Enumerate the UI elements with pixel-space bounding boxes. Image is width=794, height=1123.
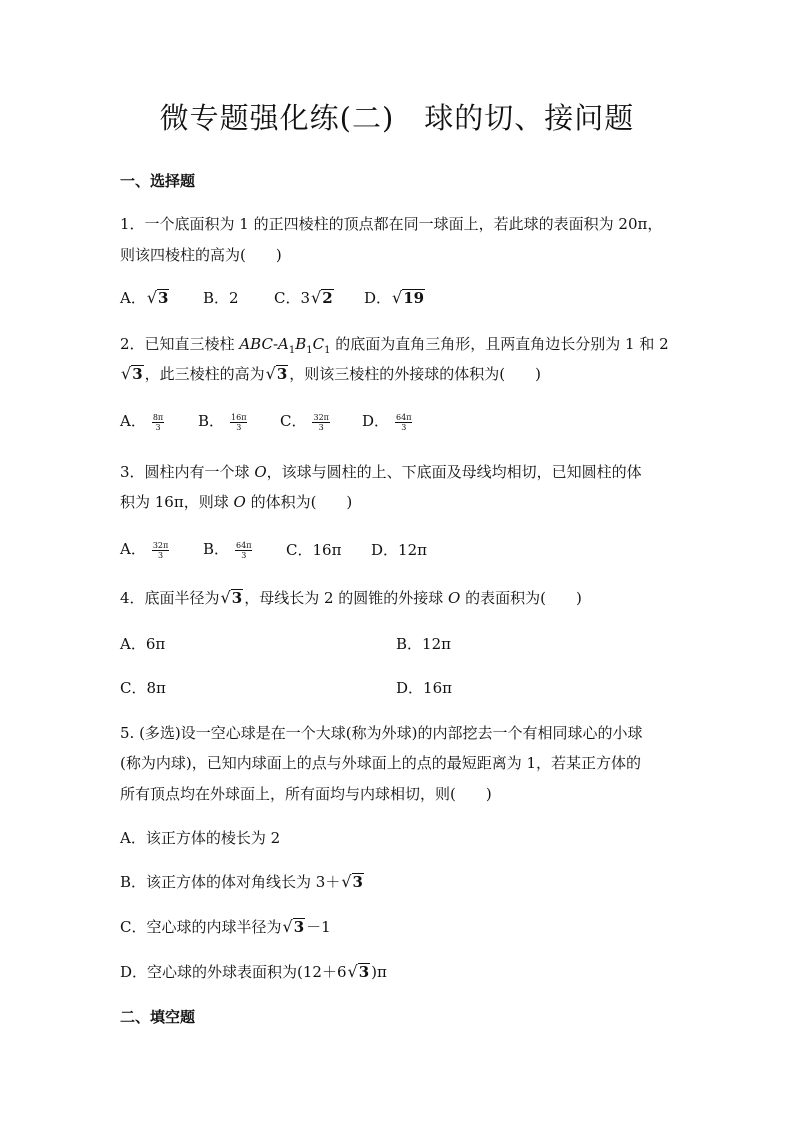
- page-title: 微专题强化练(二) 球的切、接问题: [159, 101, 635, 135]
- q3-option-a: A． $\frac{32\pi}{3}$: [120, 540, 169, 560]
- sqrt-symbol: √ 19: [392, 288, 425, 307]
- sqrt-symbol: √ 3: [265, 364, 288, 383]
- q2-option-d: D． $\frac{64\pi}{3}$: [362, 412, 412, 432]
- sqrt-symbol: √ 3: [341, 872, 363, 891]
- q5-option-d: D．空心球的外球表面积为(12＋6 √ 3 )π: [120, 962, 387, 981]
- q5-option-a: A．该正方体的棱长为 2: [120, 829, 281, 847]
- q2-line-2: √ 3 ，此三棱柱的高为 √ 3 ，则该三棱柱的外接球的体积为( ): [121, 364, 542, 383]
- q5-line-3: 所有顶点均在外球面上，所有面均与内球相切，则( ): [120, 785, 492, 803]
- q3-option-c: C．16π: [286, 541, 342, 559]
- q3-option-d: D．12π: [371, 541, 427, 559]
- q1-line-2: 则该四棱柱的高为( ): [120, 246, 282, 264]
- sqrt-symbol: √ 3: [282, 917, 305, 936]
- q2-line-1: 2．已知直三棱柱 ABC-$A_1B_1C_1$ 的底面为直角三角形，且两直角边长分别为 1 和 2: [120, 335, 669, 356]
- q2-option-a: A． $\frac{8\pi}{3}$: [120, 412, 164, 432]
- q4-option-a: A．6π: [120, 635, 166, 653]
- q5-option-c: C．空心球的内球半径为 √ 3 －1: [120, 917, 331, 936]
- q1-option-c: C．3 √ 2: [274, 288, 333, 307]
- q4-option-c: C．8π: [120, 679, 166, 697]
- q3-option-b: B． $\frac{64\pi}{3}$: [203, 540, 252, 560]
- sqrt-symbol: √ 3: [146, 288, 169, 307]
- q4-option-d: D．16π: [396, 679, 452, 697]
- q3-line-2: 积为 16π，则球 O 的体积为( ): [120, 493, 353, 511]
- q1-option-a: A． √ 3: [120, 288, 169, 307]
- q2-option-b: B． $\frac{16\pi}{3}$: [198, 412, 247, 432]
- sqrt-symbol: √ 3: [347, 962, 370, 981]
- q2-option-c: C． $\frac{32\pi}{3}$: [280, 412, 329, 432]
- sqrt-symbol: √ 2: [311, 288, 333, 307]
- sqrt-symbol: √ 3: [220, 588, 243, 607]
- q4-line-1: 4．底面半径为 √ 3 ，母线长为 2 的圆锥的外接球 O 的表面积为( ): [120, 588, 582, 607]
- q4-option-b: B．12π: [396, 635, 451, 653]
- section-heading-choice: 一、选择题: [120, 172, 196, 190]
- q1-line-1: 1．一个底面积为 1 的正四棱柱的顶点都在同一球面上，若此球的表面积为 20π，: [120, 215, 663, 233]
- q5-line-1: 5. (多选)设一空心球是在一个大球(称为外球)的内部挖去一个有相同球心的小球: [120, 724, 643, 742]
- q1-option-d: D． √ 19: [364, 288, 425, 307]
- q3-line-1: 3．圆柱内有一个球 O，该球与圆柱的上、下底面及母线均相切，已知圆柱的体: [120, 463, 642, 481]
- sqrt-symbol: √ 3: [121, 364, 143, 383]
- q5-option-b: B．该正方体的体对角线长为 3＋ √ 3: [120, 872, 363, 891]
- q1-option-b: B．2: [203, 289, 239, 307]
- section-heading-fill: 二、填空题: [120, 1008, 196, 1026]
- q5-line-2: (称为内球)，已知内球面上的点与外球面上的点的最短距离为 1，若某正方体的: [120, 754, 642, 772]
